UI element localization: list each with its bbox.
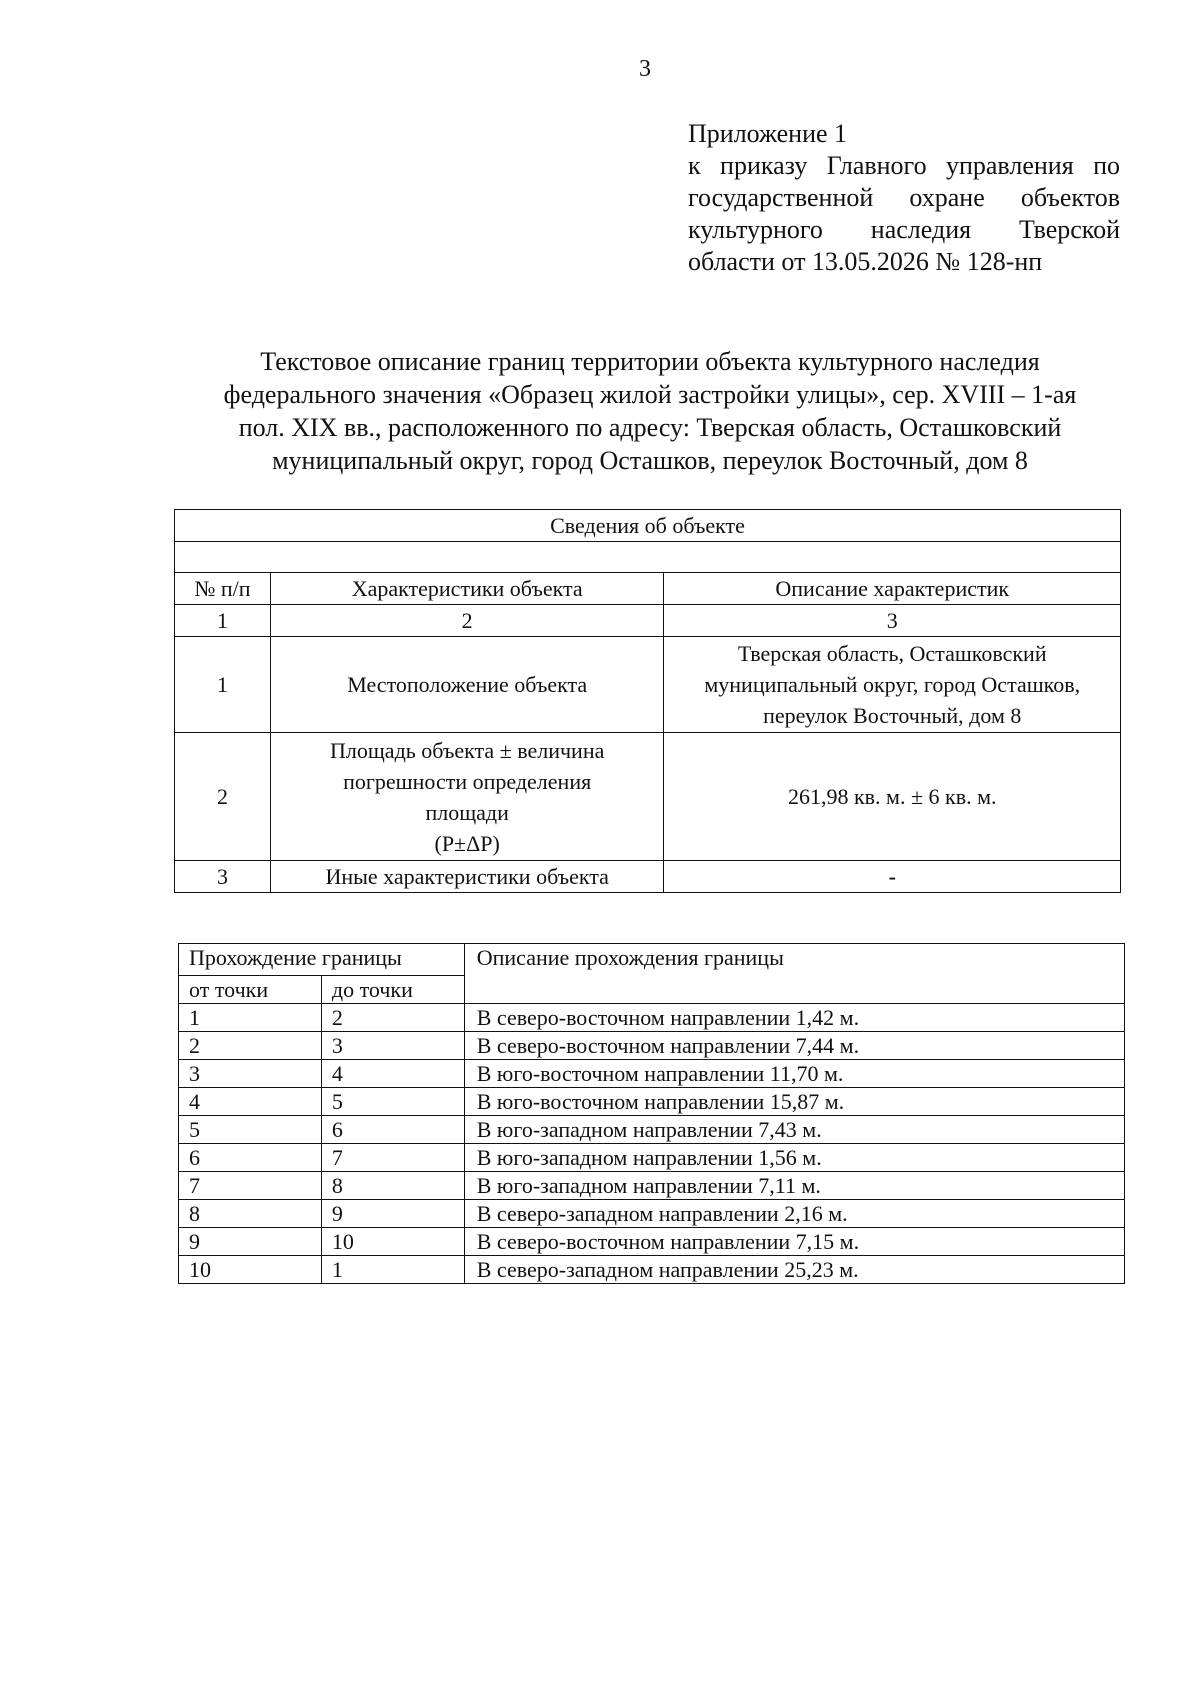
- table-row: [179, 1088, 1125, 1116]
- boundary-description-cell: В юго-восточном направлении 15,87 м.: [464, 1088, 1124, 1116]
- table-row: [179, 1060, 1125, 1088]
- table-row: [179, 1116, 1125, 1144]
- characteristic-line: площади: [425, 799, 509, 825]
- header-to-point: до точки: [321, 976, 464, 1004]
- from-point-cell: 5: [179, 1116, 322, 1144]
- table-row: [179, 1004, 1125, 1032]
- appendix-line: к приказу Главного управления по: [688, 151, 1120, 180]
- title-line: федерального значения «Образец жилой застройки улицы», сер. XVIII – 1-ая: [223, 380, 1077, 409]
- from-point-cell: 10: [179, 1256, 322, 1284]
- header-boundary-passage: Прохождение границы: [179, 944, 465, 976]
- table-row: [179, 1200, 1125, 1228]
- row-number: 1: [175, 637, 271, 733]
- to-point-cell: 2: [321, 1004, 464, 1032]
- boundary-table: [178, 943, 1125, 1284]
- row-number: 2: [175, 733, 271, 861]
- row-description: 261,98 кв. м. ± 6 кв. м.: [664, 733, 1121, 861]
- appendix-line: области от 13.05.2026 № 128-нп: [688, 247, 1043, 276]
- to-point-cell: 8: [321, 1172, 464, 1200]
- page-number: 3: [639, 56, 651, 82]
- header-from-point: от точки: [179, 976, 322, 1004]
- characteristic-line: Площадь объекта ± величина: [330, 737, 605, 763]
- table-caption: Сведения об объекте: [175, 510, 1121, 542]
- appendix-line: культурного наследия Тверской: [688, 215, 1120, 244]
- title-line: пол. XIX вв., расположенного по адресу: Тверская область, Осташковский: [238, 413, 1062, 442]
- column-number: 2: [270, 605, 664, 637]
- to-point-cell: 3: [321, 1032, 464, 1060]
- from-point-cell: 9: [179, 1228, 322, 1256]
- to-point-cell: 5: [321, 1088, 464, 1116]
- title-line: Текстовое описание границ территории объекта культурного наследия: [260, 347, 1040, 376]
- row-description: -: [664, 861, 1121, 893]
- table-row: [179, 1256, 1125, 1284]
- from-point-cell: 7: [179, 1172, 322, 1200]
- boundary-description-cell: В юго-западном направлении 1,56 м.: [464, 1144, 1124, 1172]
- from-point-cell: 6: [179, 1144, 322, 1172]
- description-line: Тверская область, Осташковский: [737, 641, 1047, 666]
- header-boundary-description: Описание прохождения границы: [464, 944, 1124, 1004]
- row-description: [664, 637, 1121, 733]
- column-number: 3: [664, 605, 1121, 637]
- table-row: [175, 861, 1121, 893]
- from-point-cell: 2: [179, 1032, 322, 1060]
- table-row: [175, 733, 1121, 861]
- description-line: переулок Восточный, дом 8: [763, 703, 1022, 728]
- from-point-cell: 3: [179, 1060, 322, 1088]
- characteristic-line: (P±ΔP): [434, 830, 500, 856]
- table-row: [179, 1172, 1125, 1200]
- boundary-description-cell: В северо-западном направлении 25,23 м.: [464, 1256, 1124, 1284]
- to-point-cell: 6: [321, 1116, 464, 1144]
- from-point-cell: 8: [179, 1200, 322, 1228]
- table-row: [175, 637, 1121, 733]
- header-number: № п/п: [175, 573, 271, 605]
- row-characteristic: Местоположение объекта: [270, 637, 664, 733]
- description-line: муниципальный округ, город Осташков,: [704, 672, 1081, 697]
- to-point-cell: 7: [321, 1144, 464, 1172]
- column-number: 1: [175, 605, 271, 637]
- table-row: [179, 1144, 1125, 1172]
- header-description: Описание характеристик: [664, 573, 1121, 605]
- boundary-description-cell: В северо-восточном направлении 7,44 м.: [464, 1032, 1124, 1060]
- object-info-table: [174, 509, 1121, 893]
- to-point-cell: 1: [321, 1256, 464, 1284]
- empty-row: [175, 542, 1121, 573]
- boundary-description-cell: В северо-восточном направлении 1,42 м.: [464, 1004, 1124, 1032]
- boundary-description-cell: В юго-западном направлении 7,11 м.: [464, 1172, 1124, 1200]
- appendix-line: государственной охране объектов: [688, 183, 1120, 212]
- row-number: 3: [175, 861, 271, 893]
- document-title: [150, 345, 1150, 477]
- row-characteristic: Иные характеристики объекта: [270, 861, 664, 893]
- header-characteristic: Характеристики объекта: [270, 573, 664, 605]
- boundary-description-cell: В юго-восточном направлении 11,70 м.: [464, 1060, 1124, 1088]
- characteristic-line: погрешности определения: [343, 768, 592, 794]
- boundary-description-cell: В юго-западном направлении 7,43 м.: [464, 1116, 1124, 1144]
- to-point-cell: 9: [321, 1200, 464, 1228]
- appendix-line: Приложение 1: [688, 119, 848, 148]
- to-point-cell: 4: [321, 1060, 464, 1088]
- boundary-description-cell: В северо-западном направлении 2,16 м.: [464, 1200, 1124, 1228]
- from-point-cell: 1: [179, 1004, 322, 1032]
- to-point-cell: 10: [321, 1228, 464, 1256]
- table-row: [179, 1228, 1125, 1256]
- appendix-block: [688, 118, 1120, 278]
- boundary-description-cell: В северо-восточном направлении 7,15 м.: [464, 1228, 1124, 1256]
- table-row: [179, 1032, 1125, 1060]
- row-characteristic: [270, 733, 664, 861]
- from-point-cell: 4: [179, 1088, 322, 1116]
- title-line: муниципальный округ, город Осташков, переулок Восточный, дом 8: [272, 446, 1028, 475]
